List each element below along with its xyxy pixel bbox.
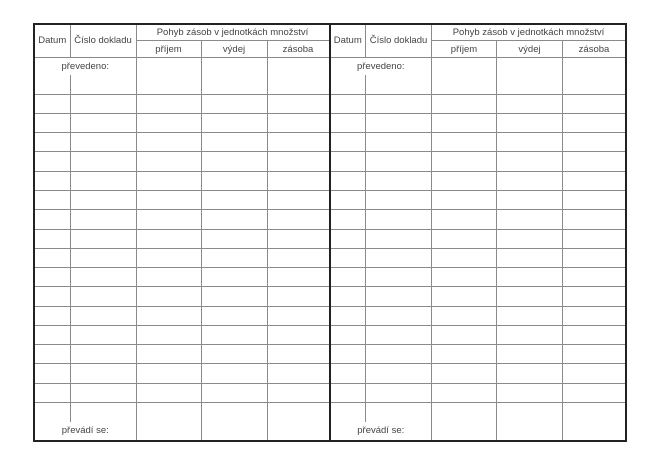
doc-number-cell[interactable] bbox=[366, 364, 432, 383]
issue-cell[interactable] bbox=[497, 75, 563, 94]
receipt-cell[interactable] bbox=[136, 94, 201, 113]
ledger-row bbox=[331, 152, 626, 171]
issue-cell[interactable] bbox=[201, 383, 267, 402]
receipt-cell[interactable] bbox=[432, 325, 497, 344]
left-ledger bbox=[35, 25, 331, 440]
doc-number-cell[interactable] bbox=[366, 113, 432, 132]
issue-cell[interactable] bbox=[497, 133, 563, 152]
ledger-row bbox=[331, 345, 626, 364]
doc-number-cell[interactable] bbox=[366, 229, 432, 248]
stock-cell[interactable] bbox=[267, 133, 329, 152]
date-cell[interactable] bbox=[331, 364, 366, 383]
stock-cell[interactable] bbox=[563, 190, 626, 209]
carry-forward-label: převádí se: bbox=[331, 422, 432, 441]
receipt-cell[interactable] bbox=[136, 325, 201, 344]
carry-forward-issue-cell[interactable] bbox=[497, 422, 563, 441]
issue-cell[interactable] bbox=[201, 268, 267, 287]
issue-cell[interactable] bbox=[497, 383, 563, 402]
date-cell[interactable] bbox=[331, 306, 366, 325]
stock-cell[interactable] bbox=[267, 287, 329, 306]
doc-number-cell[interactable] bbox=[70, 190, 136, 209]
ledger-row bbox=[331, 75, 626, 94]
stock-cell[interactable] bbox=[563, 152, 626, 171]
doc-number-cell[interactable] bbox=[366, 133, 432, 152]
ledger-row bbox=[331, 383, 626, 402]
doc-number-cell[interactable] bbox=[70, 133, 136, 152]
header-stock: zásoba bbox=[563, 41, 626, 57]
stock-cell[interactable] bbox=[267, 345, 329, 364]
carry-forward-receipt-cell[interactable] bbox=[432, 422, 497, 441]
stock-cell[interactable] bbox=[267, 210, 329, 229]
receipt-cell[interactable] bbox=[136, 133, 201, 152]
ledger-row bbox=[35, 133, 329, 152]
stock-cell[interactable] bbox=[563, 325, 626, 344]
ledger-row bbox=[35, 94, 329, 113]
carried-over-issue-cell[interactable] bbox=[201, 57, 267, 75]
data-rows-left bbox=[35, 75, 329, 421]
date-cell[interactable] bbox=[331, 403, 366, 422]
doc-number-cell[interactable] bbox=[366, 190, 432, 209]
doc-number-cell[interactable] bbox=[366, 75, 432, 94]
stock-cell[interactable] bbox=[563, 229, 626, 248]
ledger-row bbox=[35, 75, 329, 94]
doc-number-cell[interactable] bbox=[366, 306, 432, 325]
ledger-row bbox=[331, 229, 626, 248]
date-cell[interactable] bbox=[331, 152, 366, 171]
date-cell[interactable] bbox=[331, 133, 366, 152]
date-cell[interactable] bbox=[35, 364, 70, 383]
header-receipt: příjem bbox=[136, 41, 201, 57]
receipt-cell[interactable] bbox=[136, 113, 201, 132]
stock-cell[interactable] bbox=[267, 403, 329, 422]
date-cell[interactable] bbox=[331, 210, 366, 229]
date-cell[interactable] bbox=[331, 345, 366, 364]
ledger-row bbox=[331, 248, 626, 267]
issue-cell[interactable] bbox=[497, 113, 563, 132]
issue-cell[interactable] bbox=[201, 248, 267, 267]
issue-cell[interactable] bbox=[497, 94, 563, 113]
data-rows-right bbox=[331, 75, 626, 421]
issue-cell[interactable] bbox=[497, 325, 563, 344]
stock-cell[interactable] bbox=[267, 113, 329, 132]
doc-number-cell[interactable] bbox=[70, 248, 136, 267]
stock-cell[interactable] bbox=[563, 268, 626, 287]
ledger-row bbox=[331, 364, 626, 383]
doc-number-cell[interactable] bbox=[366, 345, 432, 364]
stock-cell[interactable] bbox=[563, 171, 626, 190]
ledger-row bbox=[331, 268, 626, 287]
doc-number-cell[interactable] bbox=[70, 75, 136, 94]
issue-cell[interactable] bbox=[201, 325, 267, 344]
ledger-row bbox=[35, 210, 329, 229]
date-cell[interactable] bbox=[35, 75, 70, 94]
ledger-row bbox=[35, 171, 329, 190]
carried-over-stock-cell[interactable] bbox=[563, 57, 626, 75]
date-cell[interactable] bbox=[331, 383, 366, 402]
receipt-cell[interactable] bbox=[432, 171, 497, 190]
date-cell[interactable] bbox=[331, 229, 366, 248]
ledger-table-left bbox=[35, 25, 329, 440]
date-cell[interactable] bbox=[35, 190, 70, 209]
issue-cell[interactable] bbox=[497, 364, 563, 383]
stock-cell[interactable] bbox=[563, 364, 626, 383]
date-cell[interactable] bbox=[35, 383, 70, 402]
issue-cell[interactable] bbox=[497, 171, 563, 190]
receipt-cell[interactable] bbox=[432, 287, 497, 306]
header-issue: výdej bbox=[497, 41, 563, 57]
carried-over-label: převedeno: bbox=[35, 57, 136, 75]
header-movement-group: Pohyb zásob v jednotkách množství bbox=[432, 25, 626, 41]
ledger-row bbox=[35, 229, 329, 248]
ledger-row bbox=[331, 403, 626, 422]
doc-number-cell[interactable] bbox=[366, 248, 432, 267]
issue-cell[interactable] bbox=[201, 364, 267, 383]
date-cell[interactable] bbox=[331, 94, 366, 113]
receipt-cell[interactable] bbox=[432, 113, 497, 132]
issue-cell[interactable] bbox=[201, 210, 267, 229]
ledger-row bbox=[35, 248, 329, 267]
right-ledger bbox=[331, 25, 626, 440]
receipt-cell[interactable] bbox=[136, 171, 201, 190]
stock-cell[interactable] bbox=[563, 248, 626, 267]
doc-number-cell[interactable] bbox=[70, 383, 136, 402]
carried-over-receipt-cell[interactable] bbox=[432, 57, 497, 75]
issue-cell[interactable] bbox=[201, 133, 267, 152]
doc-number-cell[interactable] bbox=[366, 94, 432, 113]
date-cell[interactable] bbox=[35, 306, 70, 325]
ledger-row bbox=[331, 287, 626, 306]
ledger-row bbox=[35, 383, 329, 402]
doc-number-cell[interactable] bbox=[70, 229, 136, 248]
header-movement-group: Pohyb zásob v jednotkách množství bbox=[136, 25, 329, 41]
ledger-row bbox=[35, 306, 329, 325]
issue-cell[interactable] bbox=[201, 229, 267, 248]
carry-forward-stock-cell[interactable] bbox=[267, 422, 329, 441]
date-cell[interactable] bbox=[35, 403, 70, 422]
date-cell[interactable] bbox=[35, 229, 70, 248]
stock-cell[interactable] bbox=[267, 190, 329, 209]
receipt-cell[interactable] bbox=[136, 345, 201, 364]
ledger-table-right bbox=[331, 25, 626, 440]
doc-number-cell[interactable] bbox=[70, 171, 136, 190]
receipt-cell[interactable] bbox=[136, 152, 201, 171]
header-date: Datum bbox=[331, 25, 366, 57]
doc-number-cell[interactable] bbox=[366, 268, 432, 287]
issue-cell[interactable] bbox=[497, 210, 563, 229]
header-issue: výdej bbox=[201, 41, 267, 57]
receipt-cell[interactable] bbox=[432, 94, 497, 113]
header-date: Datum bbox=[35, 25, 70, 57]
date-cell[interactable] bbox=[331, 75, 366, 94]
stock-cell[interactable] bbox=[267, 229, 329, 248]
date-cell[interactable] bbox=[331, 268, 366, 287]
carried-over-label: převedeno: bbox=[331, 57, 432, 75]
receipt-cell[interactable] bbox=[432, 190, 497, 209]
doc-number-cell[interactable] bbox=[366, 152, 432, 171]
receipt-cell[interactable] bbox=[136, 268, 201, 287]
stock-cell[interactable] bbox=[267, 171, 329, 190]
issue-cell[interactable] bbox=[201, 345, 267, 364]
receipt-cell[interactable] bbox=[136, 248, 201, 267]
date-cell[interactable] bbox=[35, 325, 70, 344]
doc-number-cell[interactable] bbox=[70, 210, 136, 229]
receipt-cell[interactable] bbox=[432, 306, 497, 325]
stock-cell[interactable] bbox=[267, 364, 329, 383]
doc-number-cell[interactable] bbox=[70, 113, 136, 132]
stock-cell[interactable] bbox=[563, 133, 626, 152]
stock-cell[interactable] bbox=[267, 383, 329, 402]
receipt-cell[interactable] bbox=[136, 75, 201, 94]
stock-cell[interactable] bbox=[267, 325, 329, 344]
stock-cell[interactable] bbox=[563, 210, 626, 229]
date-cell[interactable] bbox=[35, 171, 70, 190]
issue-cell[interactable] bbox=[201, 190, 267, 209]
ledger-row bbox=[331, 171, 626, 190]
receipt-cell[interactable] bbox=[432, 229, 497, 248]
ledger-row bbox=[35, 287, 329, 306]
stock-cell[interactable] bbox=[563, 403, 626, 422]
header-stock: zásoba bbox=[267, 41, 329, 57]
issue-cell[interactable] bbox=[497, 287, 563, 306]
receipt-cell[interactable] bbox=[432, 403, 497, 422]
ledger-row bbox=[35, 268, 329, 287]
doc-number-cell[interactable] bbox=[70, 403, 136, 422]
date-cell[interactable] bbox=[35, 152, 70, 171]
date-cell[interactable] bbox=[331, 248, 366, 267]
receipt-cell[interactable] bbox=[432, 345, 497, 364]
stock-cell[interactable] bbox=[563, 345, 626, 364]
ledger-row bbox=[35, 345, 329, 364]
stock-cell[interactable] bbox=[267, 94, 329, 113]
date-cell[interactable] bbox=[331, 171, 366, 190]
receipt-cell[interactable] bbox=[136, 364, 201, 383]
header-doc-number: Číslo dokladu bbox=[70, 25, 136, 57]
date-cell[interactable] bbox=[331, 287, 366, 306]
header-receipt: příjem bbox=[432, 41, 497, 57]
issue-cell[interactable] bbox=[497, 268, 563, 287]
date-cell[interactable] bbox=[331, 113, 366, 132]
ledger-row bbox=[331, 325, 626, 344]
issue-cell[interactable] bbox=[497, 190, 563, 209]
receipt-cell[interactable] bbox=[432, 75, 497, 94]
receipt-cell[interactable] bbox=[432, 268, 497, 287]
issue-cell[interactable] bbox=[497, 248, 563, 267]
receipt-cell[interactable] bbox=[136, 287, 201, 306]
issue-cell[interactable] bbox=[201, 75, 267, 94]
ledger-row bbox=[331, 133, 626, 152]
ledger-row bbox=[35, 113, 329, 132]
receipt-cell[interactable] bbox=[432, 133, 497, 152]
receipt-cell[interactable] bbox=[432, 152, 497, 171]
stock-card-sheet bbox=[33, 23, 627, 442]
issue-cell[interactable] bbox=[497, 306, 563, 325]
header-doc-number: Číslo dokladu bbox=[366, 25, 432, 57]
issue-cell[interactable] bbox=[497, 403, 563, 422]
doc-number-cell[interactable] bbox=[70, 287, 136, 306]
date-cell[interactable] bbox=[331, 190, 366, 209]
issue-cell[interactable] bbox=[201, 94, 267, 113]
doc-number-cell[interactable] bbox=[70, 325, 136, 344]
ledger-row bbox=[331, 210, 626, 229]
date-cell[interactable] bbox=[35, 210, 70, 229]
date-cell[interactable] bbox=[35, 133, 70, 152]
carry-forward-receipt-cell[interactable] bbox=[136, 422, 201, 441]
receipt-cell[interactable] bbox=[136, 383, 201, 402]
receipt-cell[interactable] bbox=[432, 248, 497, 267]
ledger-row bbox=[331, 113, 626, 132]
date-cell[interactable] bbox=[331, 325, 366, 344]
stock-cell[interactable] bbox=[267, 248, 329, 267]
carried-over-receipt-cell[interactable] bbox=[136, 57, 201, 75]
stock-cell[interactable] bbox=[563, 113, 626, 132]
carry-forward-issue-cell[interactable] bbox=[201, 422, 267, 441]
date-cell[interactable] bbox=[35, 113, 70, 132]
doc-number-cell[interactable] bbox=[70, 268, 136, 287]
carried-over-issue-cell[interactable] bbox=[497, 57, 563, 75]
date-cell[interactable] bbox=[35, 94, 70, 113]
receipt-cell[interactable] bbox=[136, 403, 201, 422]
doc-number-cell[interactable] bbox=[366, 287, 432, 306]
ledger-row bbox=[331, 190, 626, 209]
issue-cell[interactable] bbox=[497, 152, 563, 171]
doc-number-cell[interactable] bbox=[70, 152, 136, 171]
stock-cell[interactable] bbox=[267, 152, 329, 171]
doc-number-cell[interactable] bbox=[366, 403, 432, 422]
issue-cell[interactable] bbox=[201, 152, 267, 171]
receipt-cell[interactable] bbox=[136, 306, 201, 325]
doc-number-cell[interactable] bbox=[366, 210, 432, 229]
ledger-row bbox=[35, 364, 329, 383]
receipt-cell[interactable] bbox=[136, 190, 201, 209]
doc-number-cell[interactable] bbox=[366, 383, 432, 402]
ledger-row bbox=[35, 325, 329, 344]
receipt-cell[interactable] bbox=[432, 364, 497, 383]
stock-cell[interactable] bbox=[267, 306, 329, 325]
date-cell[interactable] bbox=[35, 345, 70, 364]
issue-cell[interactable] bbox=[201, 171, 267, 190]
receipt-cell[interactable] bbox=[136, 229, 201, 248]
doc-number-cell[interactable] bbox=[366, 325, 432, 344]
doc-number-cell[interactable] bbox=[70, 306, 136, 325]
stock-cell[interactable] bbox=[563, 94, 626, 113]
ledger-row bbox=[331, 94, 626, 113]
issue-cell[interactable] bbox=[497, 229, 563, 248]
receipt-cell[interactable] bbox=[136, 210, 201, 229]
date-cell[interactable] bbox=[35, 268, 70, 287]
stock-cell[interactable] bbox=[267, 268, 329, 287]
issue-cell[interactable] bbox=[497, 345, 563, 364]
carried-over-stock-cell[interactable] bbox=[267, 57, 329, 75]
doc-number-cell[interactable] bbox=[366, 171, 432, 190]
issue-cell[interactable] bbox=[201, 306, 267, 325]
carry-forward-stock-cell[interactable] bbox=[563, 422, 626, 441]
date-cell[interactable] bbox=[35, 287, 70, 306]
stock-cell[interactable] bbox=[267, 75, 329, 94]
stock-cell[interactable] bbox=[563, 75, 626, 94]
carry-forward-label: převádí se: bbox=[35, 422, 136, 441]
doc-number-cell[interactable] bbox=[70, 364, 136, 383]
doc-number-cell[interactable] bbox=[70, 345, 136, 364]
ledger-row bbox=[331, 306, 626, 325]
receipt-cell[interactable] bbox=[432, 383, 497, 402]
receipt-cell[interactable] bbox=[432, 210, 497, 229]
date-cell[interactable] bbox=[35, 248, 70, 267]
ledger-row bbox=[35, 403, 329, 422]
stock-cell[interactable] bbox=[563, 306, 626, 325]
stock-cell[interactable] bbox=[563, 383, 626, 402]
issue-cell[interactable] bbox=[201, 113, 267, 132]
stock-cell[interactable] bbox=[563, 287, 626, 306]
issue-cell[interactable] bbox=[201, 403, 267, 422]
ledger-row bbox=[35, 190, 329, 209]
issue-cell[interactable] bbox=[201, 287, 267, 306]
ledger-row bbox=[35, 152, 329, 171]
doc-number-cell[interactable] bbox=[70, 94, 136, 113]
